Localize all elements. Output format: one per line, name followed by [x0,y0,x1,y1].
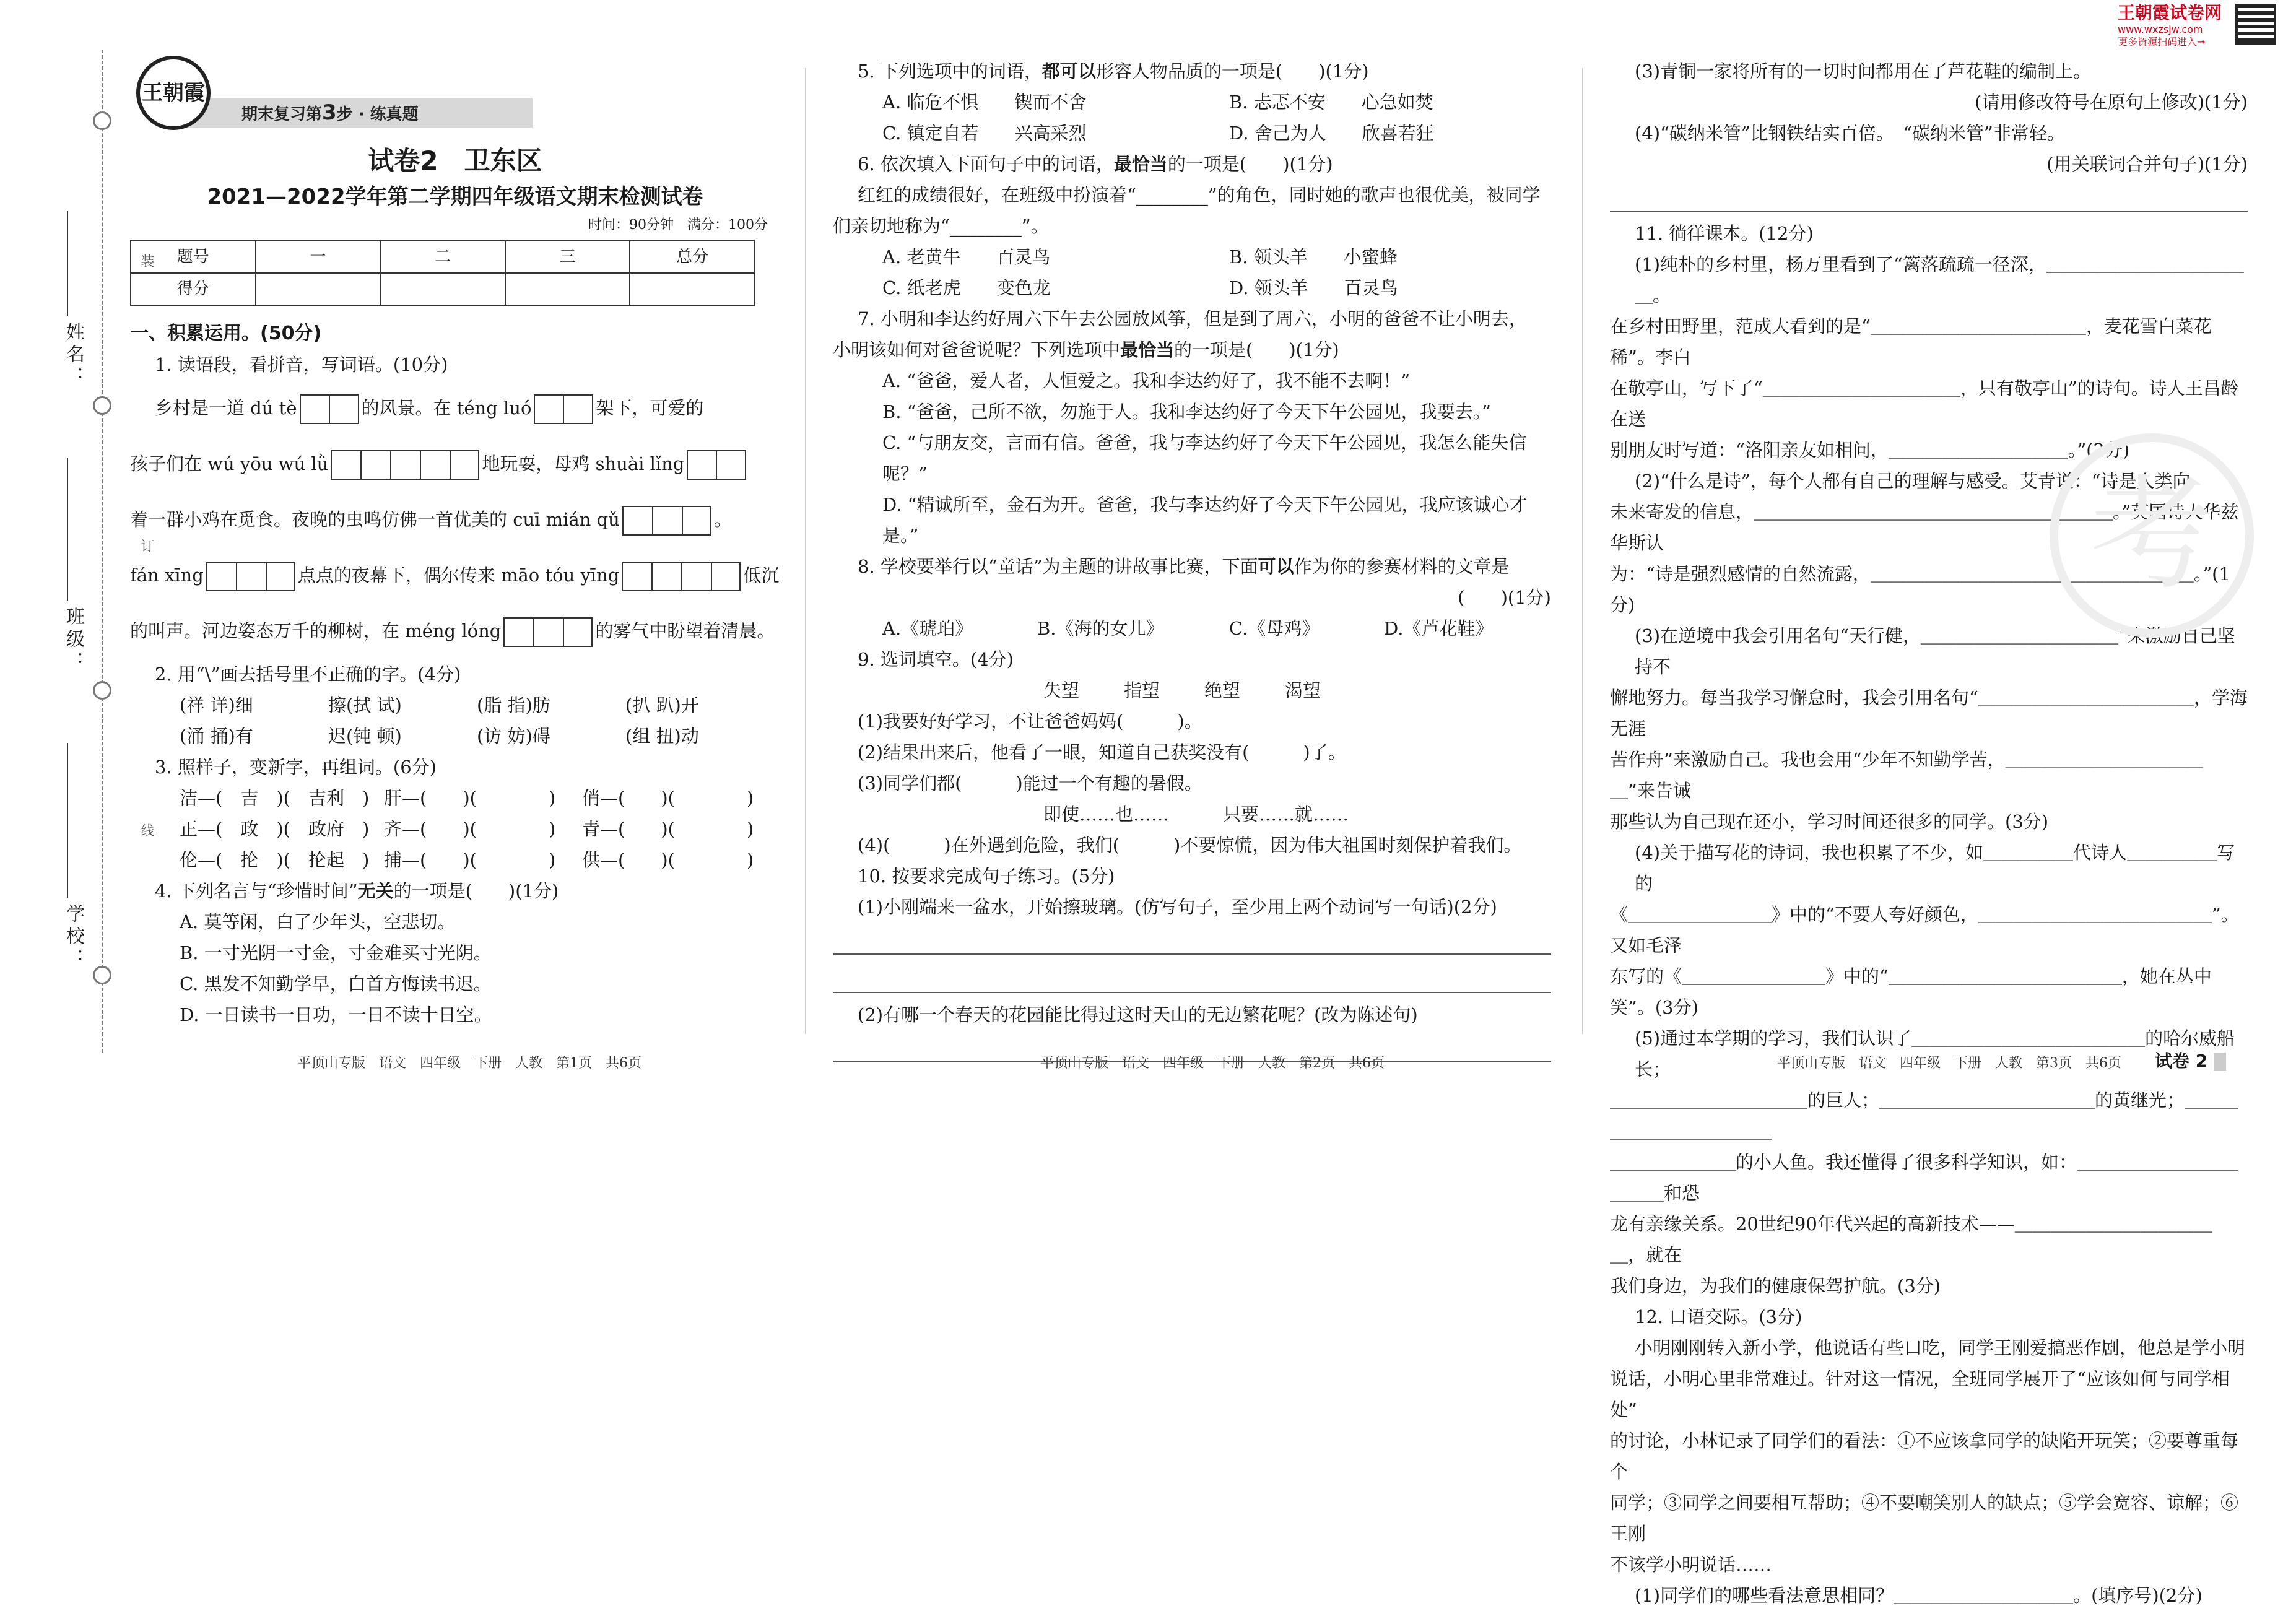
q11-line[interactable]: 东写的《＿＿＿＿＿＿＿＿》中的“＿＿＿＿＿＿＿＿＿＿＿＿＿，她在丛中笑”。(3分) [1610,966,2212,1018]
q1-text: 的叫声。河边姿态万千的柳树，在 méng lóng [130,620,502,641]
score-header-cell: 一 [256,241,381,273]
q12-passage: 说话，小明心里非常难过。针对这一情况，全班同学展开了“应该如何与同学相处” [1610,1368,2230,1420]
q8-options [833,613,1551,644]
q1-text: 乡村是一道 dú tè [155,397,297,419]
q2-item[interactable]: (访 妨)碍 [477,726,550,747]
q5-option[interactable]: C. 镇定自若 兴高采烈 [882,123,1087,144]
q11-line[interactable]: 懈地努力。每当我学习懈怠时，我会引用名句“＿＿＿＿＿＿＿＿＿＿＿＿，学海无涯 [1610,687,2248,739]
q8-score: ( )(1分) [1458,587,1551,608]
score-row-label: 得分 [131,273,256,305]
writing-grid[interactable] [687,450,746,480]
q9-word: 渴望 [1285,680,1321,701]
q2-row [130,721,780,752]
q6-text: 6. 依次填入下面句子中的词语， [858,154,1114,175]
question-7: 7. 小明和李达约好周六下午去公园放风筝，但是到了周六，小明的爸爸不让小明去， [858,308,1527,329]
score-table-header [131,241,755,273]
q1-line [155,380,780,436]
q1-text: 着一群小鸡在觅食。夜晚的虫鸣仿佛一首优美的 cuī mián qǔ [130,509,620,530]
question-1: 1. 读语段，看拼音，写词语。(10分) [155,354,448,375]
score-cell[interactable] [380,273,505,305]
question-2: 2. 用“\”画去括号里不正确的字。(4分) [155,664,461,685]
q1-line [130,547,780,603]
answer-line[interactable] [1610,180,2248,212]
writing-grid[interactable] [503,617,593,647]
q3-item[interactable]: 肝—( )( ) [384,788,556,809]
q11-line[interactable]: 未来寄发的信息，＿＿＿＿＿＿＿＿＿＿＿＿＿＿＿＿＿＿＿＿。”英国诗人华兹华斯认 [1610,502,2239,554]
brand-name: 王朝霞试卷网 [2118,2,2222,23]
q3-row [130,845,780,875]
q7-text: 小明该如何对爸爸说呢？下列选项中 [833,339,1121,360]
page-3 [1610,56,2248,1611]
q11-line[interactable]: 那些认为自己现在还小，学习时间还很多的同学。(3分) [1610,811,2049,832]
q5-text: 5. 下列选项中的词语， [858,61,1042,82]
writing-grid[interactable] [622,562,741,591]
score-cell[interactable] [630,273,755,305]
question-9: 9. 选词填空。(4分) [858,649,1014,670]
class-label: 班级： [63,607,84,674]
cut-line [102,50,103,1053]
step-banner [186,98,533,128]
page-header [130,56,780,124]
q9-word: 绝望 [1204,680,1241,701]
q11-line[interactable]: (2)“什么是诗”，每个人都有自己的理解与感受。艾青说：“诗是人类向 [1635,471,2191,492]
question-12: 12. 口语交际。(3分) [1635,1306,1802,1327]
writing-grid[interactable] [300,394,359,424]
question-3: 3. 照样子，变新字，再组词。(6分) [155,757,437,778]
q4-option[interactable]: D. 一日读书一日功，一日不读十日空。 [180,1004,492,1025]
q8-option[interactable]: D.《芦花鞋》 [1384,618,1494,639]
score-header-cell: 三 [505,241,630,273]
q3-row [130,814,780,845]
watermark-seal: 考 [2050,433,2254,638]
q4-option[interactable]: C. 黑发不知勤学早，白首方悔读书迟。 [180,973,492,994]
q10-item: (4)“碳纳米管”比钢铁结实百倍。 “碳纳米管”非常轻。 [1635,123,2065,144]
q7-line [833,334,1551,365]
q1-passage [130,380,780,659]
q4-text: 4. 下列名言与“珍惜时间” [155,880,358,901]
q8-text: 8. 学校要举行以“童话”为主题的讲故事比赛，下面 [858,556,1258,577]
q10-item: (3)青铜一家将所有的一切时间都用在了芦花鞋的编制上。 [1635,61,2092,82]
brand-url[interactable]: www.wxzsjw.com [2118,24,2203,35]
q5-emphasis: 都可以 [1041,61,1096,82]
q11-line[interactable]: 在敬亭山，写下了“＿＿＿＿＿＿＿＿＿＿＿，只有敬亭山”的诗句。诗人王昌龄在送 [1610,378,2239,430]
q2-item[interactable]: (涌 捅)有 [180,726,253,747]
q2-item[interactable]: (扒 趴)开 [625,695,699,716]
q3-item[interactable]: 捕—( )( ) [384,849,556,871]
paper-badge: 试卷 2 [2155,1048,2226,1072]
question-5 [833,56,1551,87]
binding-tag-2: 订 [137,539,156,552]
q11-line[interactable]: 《＿＿＿＿＿＿＿＿》中的“不要人夸好颜色，＿＿＿＿＿＿＿＿＿＿＿＿＿”。又如毛泽 [1610,904,2239,956]
question-10: 10. 按要求完成句子练习。(5分) [858,866,1115,887]
q8-option[interactable]: A.《琥珀》 [882,618,973,639]
q9-sentence[interactable]: (1)我要好好学习，不让爸爸妈妈( )。 [858,711,1202,732]
q8-option[interactable]: B.《海的女儿》 [1037,618,1164,639]
q11-line[interactable]: (5)通过本学期的学习，我们认识了＿＿＿＿＿＿＿＿＿＿＿＿＿的哈尔威船长； [1635,1028,2235,1080]
score-table-row [131,273,755,305]
answer-line[interactable] [833,961,1551,993]
paper-title: 试卷2 卫东区 [368,145,542,176]
score-header-cell: 总分 [630,241,755,273]
column-divider [1582,68,1583,1034]
q1-text: 的风景。在 téng luó [361,397,532,419]
paper-subtitle: 2021—2022学年第二学期四年级语文期末检测试卷 [207,185,703,209]
q1-text: 。 [713,509,732,530]
q3-item[interactable]: 齐—( )( ) [384,819,556,840]
q1-text: 孩子们在 wú yōu wú lǜ [130,453,329,474]
name-field[interactable] [67,211,68,316]
step-label-post: 步 · 练真题 [336,105,419,124]
page-footer: 平顶山专版 语文 四年级 下册 人教 第3页 共6页 [1777,1056,2121,1071]
step-number: 3 [322,100,337,125]
writing-grid[interactable] [206,562,295,591]
q1-text: 架下，可爱的 [596,397,704,419]
q10-item: (1)小刚端来一盆水，开始擦玻璃。(仿写句子，至少用上两个动词写一句话)(2分) [858,897,1497,918]
q1-text: 的雾气中盼望着清晨。 [595,620,775,641]
q9-sentence[interactable]: (3)同学们都( )能过一个有趣的暑假。 [858,773,1202,794]
score-table [130,240,755,306]
binding-hole-icon [93,966,111,984]
q11-line[interactable]: 为：“诗是强烈感情的自然流露，＿＿＿＿＿＿＿＿＿＿＿＿＿＿＿＿＿＿。”(1分) [1610,563,2230,615]
q12-passage: 小明刚刚转入新小学，他说话有些口吃，同学王刚爱搞恶作剧，他总是学小明 [1635,1337,2246,1358]
q12-item[interactable]: (1)同学们的哪些看法意思相同？＿＿＿＿＿＿＿＿＿＿。(填序号)(2分) [1635,1585,2203,1606]
step-label-pre: 期末复习第 [241,105,323,124]
column-divider [805,68,806,1034]
page-2 [833,56,1551,1069]
q2-item[interactable]: 迟(钝 顿) [328,726,402,747]
q5-text: 形容人物品质的一项是( )(1分) [1095,61,1369,82]
q6-passage: 们亲切地称为“________”。 [833,215,1049,237]
q6-option[interactable]: D. 领头羊 百灵鸟 [1229,277,1398,298]
q5-option[interactable]: B. 忐忑不安 心急如焚 [1229,92,1433,113]
q6-option[interactable]: A. 老黄牛 百灵鸟 [882,246,1051,267]
q3-item[interactable]: 伦—( 抡 )( 抡起 ) [180,849,370,871]
q5-options [833,118,1551,149]
question-11: 11. 徜徉课本。(12分) [1635,223,1814,244]
q6-passage: 红红的成绩很好，在班级中扮演着“________”的角色，同时她的歌声也很优美，被同学 [858,185,1541,206]
q1-line [130,492,780,547]
q8-emphasis: 可以 [1258,556,1294,577]
q3-item[interactable]: 供—( )( ) [582,849,754,871]
q10-note: (用关联词合并句子)(1分) [2046,154,2248,175]
q10-note: (请用修改符号在原句上修改)(1分) [1975,92,2248,113]
q11-line[interactable]: ＿＿＿＿＿＿＿＿＿＿＿的巨人；＿＿＿＿＿＿＿＿＿＿＿＿的黄继光；＿＿＿＿＿＿＿＿＿＿＿＿ [1610,1090,2239,1142]
writing-grid[interactable] [534,394,593,424]
q2-item[interactable]: 擦(拭 试) [328,695,402,716]
q1-text: 点点的夜幕下，偶尔传来 māo tóu yīng [297,565,620,586]
q1-text: fán xīng [130,565,204,586]
q11-line[interactable]: (4)关于描写花的诗词，我也积累了不少，如＿＿＿＿＿代诗人＿＿＿＿＿写的 [1635,842,2235,894]
binding-hole-icon [93,681,111,700]
writing-grid[interactable] [331,450,479,480]
q11-line[interactable]: 我们身边，为我们的健康保驾护航。(3分) [1610,1275,1941,1296]
binding-tag-1: 装 [137,254,156,267]
section-heading: 一、积累运用。(50分) [130,323,322,344]
q9-word: 指望 [1124,680,1160,701]
q2-item[interactable]: (脂 指)肪 [477,695,550,716]
q11-line[interactable]: ＿＿＿＿＿＿＿的小人鱼。我还懂得了很多科学知识，如：＿＿＿＿＿＿＿＿＿＿＿＿和恐 [1610,1152,2239,1204]
q7-option[interactable]: B. “爸爸，己所不欲，勿施于人。我和李达约好了今天下午公园见，我要去。” [882,401,1491,422]
q4-text: 的一项是( )(1分) [393,880,559,901]
answer-line[interactable] [833,923,1551,955]
q3-item[interactable]: 洁—( 吉 )( 吉利 ) [180,788,370,809]
q12-passage: 的讨论，小林记录了同学们的看法：①不应该拿同学的缺陷开玩笑；②要尊重每个 [1610,1430,2239,1482]
page-1 [130,56,780,1030]
binding-tag-3: 线 [137,823,156,837]
name-label: 姓名： [63,322,84,389]
q1-line [130,436,780,492]
q6-option[interactable]: B. 领头羊 小蜜蜂 [1229,246,1398,267]
q11-line[interactable]: 在乡村田野里，范成大看到的是“＿＿＿＿＿＿＿＿＿＿＿＿，麦花雪白菜花稀”。李白 [1610,316,2212,368]
q3-row [130,783,780,814]
q11-line[interactable]: 别朋友时写道：“洛阳亲友如相问，＿＿＿＿＿＿＿＿＿＿。”(2分) [1610,440,2130,461]
score-cell[interactable] [505,273,630,305]
q5-option[interactable]: D. 舍己为人 欣喜若狂 [1229,123,1434,144]
q3-item[interactable]: 正—( 政 )( 政府 ) [180,819,370,840]
logo [136,56,211,130]
q6-text: 的一项是( )(1分) [1167,154,1333,175]
binding-hole-icon [93,111,111,130]
q12-passage: 不该学小明说话…… [1610,1554,1772,1575]
q7-text: 的一项是( )(1分) [1174,339,1339,360]
q4-emphasis: 无关 [357,880,394,901]
q11-line[interactable]: (3)在逆境中我会引用名句“天行健，＿＿＿＿＿＿＿＿＿＿＿”来激励自己坚持不 [1635,625,2235,677]
exam-meta: 时间：90分钟 满分：100分 [588,217,768,233]
binding-hole-icon [93,396,111,415]
q9-wordbank [833,675,1551,706]
q3-item[interactable]: 青—( )( ) [582,819,754,840]
q7-option[interactable]: C. “与朋友交，言而有信。爸爸，我与李达约好了今天下午公园见，我怎么能失信呢？” [882,432,1527,484]
brand-slogan: 更多资源扫码进入→ [2118,36,2206,48]
q11-line[interactable]: 苦作舟”来激励自己。我也会用“少年不知勤学苦，＿＿＿＿＿＿＿＿＿＿＿＿”来告诫 [1610,749,2203,801]
q3-item[interactable]: 俏—( )( ) [582,788,754,809]
q6-options [833,272,1551,303]
q8-option[interactable]: C.《母鸡》 [1229,618,1320,639]
q9-word: 失望 [1043,680,1080,701]
q2-row [130,690,780,721]
q1-line [130,603,780,659]
q7-emphasis: 最恰当 [1120,339,1175,360]
q9-sentence[interactable]: (2)结果出来后，他看了一眼，知道自己获奖没有( )了。 [858,742,1346,763]
q9-pair: 即使……也…… 只要……就…… [1043,804,1349,825]
brand-header [2118,2,2222,48]
score-cell[interactable] [256,273,381,305]
score-header-cell: 二 [380,241,505,273]
q6-emphasis: 最恰当 [1113,154,1168,175]
school-label: 学校： [63,904,84,971]
q9-sentence[interactable]: (4)( )在外遇到危险，我们( )不要惊慌，因为伟大祖国时刻保护着我们。 [858,835,1522,856]
q10-item: (2)有哪一个春天的花园能比得过这时天山的无边繁花呢？(改为陈述句) [858,1004,1418,1025]
q4-option[interactable]: B. 一寸光阴一寸金，寸金难买寸光阴。 [180,942,492,963]
question-4 [130,875,780,906]
class-field[interactable] [67,458,68,601]
q8-text: 作为你的参赛材料的文章是 [1294,556,1510,577]
q1-text: 地玩耍，母鸡 shuài lǐng [482,453,685,474]
school-field[interactable] [67,743,68,898]
qr-code-icon[interactable] [2235,4,2276,45]
question-8 [833,551,1551,582]
q2-item[interactable]: (祥 详)细 [180,695,253,716]
logo-text: 王朝霞 [142,80,205,105]
q5-options [833,87,1551,118]
question-6 [833,149,1551,180]
q11-line[interactable]: (1)纯朴的乡村里，杨万里看到了“篱落疏疏一径深，＿＿＿＿＿＿＿＿＿＿＿＿。 [1635,254,2244,306]
score-header-cell: 题号 [131,241,256,273]
q5-option[interactable]: A. 临危不惧 锲而不舍 [882,92,1087,113]
q1-text: 低沉 [743,565,780,586]
q6-options [833,241,1551,272]
q7-option[interactable]: A. “爸爸，爱人者，人恒爱之。我和李达约好了，我不能不去啊！” [882,370,1411,391]
writing-grid[interactable] [622,506,711,536]
page-footer: 平顶山专版 语文 四年级 下册 人教 第1页 共6页 [297,1056,641,1071]
q4-option[interactable]: A. 莫等闲，白了少年头，空悲切。 [180,911,456,932]
q11-line[interactable]: 龙有亲缘关系。20世纪90年代兴起的高新技术——＿＿＿＿＿＿＿＿＿＿＿＿，就在 [1610,1214,2212,1266]
q6-option[interactable]: C. 纸老虎 变色龙 [882,277,1051,298]
binding-margin [50,50,154,1053]
page-footer: 平顶山专版 语文 四年级 下册 人教 第2页 共6页 [1040,1056,1385,1071]
q2-item[interactable]: (组 扭)动 [625,726,699,747]
q12-passage: 同学；③同学之间要相互帮助；④不要嘲笑别人的缺点；⑤学会宽容、谅解；⑥王刚 [1610,1492,2239,1544]
q7-option[interactable]: D. “精诚所至，金石为开。爸爸，我与李达约好了今天下午公园见，我应该诚心才是。” [882,494,1528,546]
